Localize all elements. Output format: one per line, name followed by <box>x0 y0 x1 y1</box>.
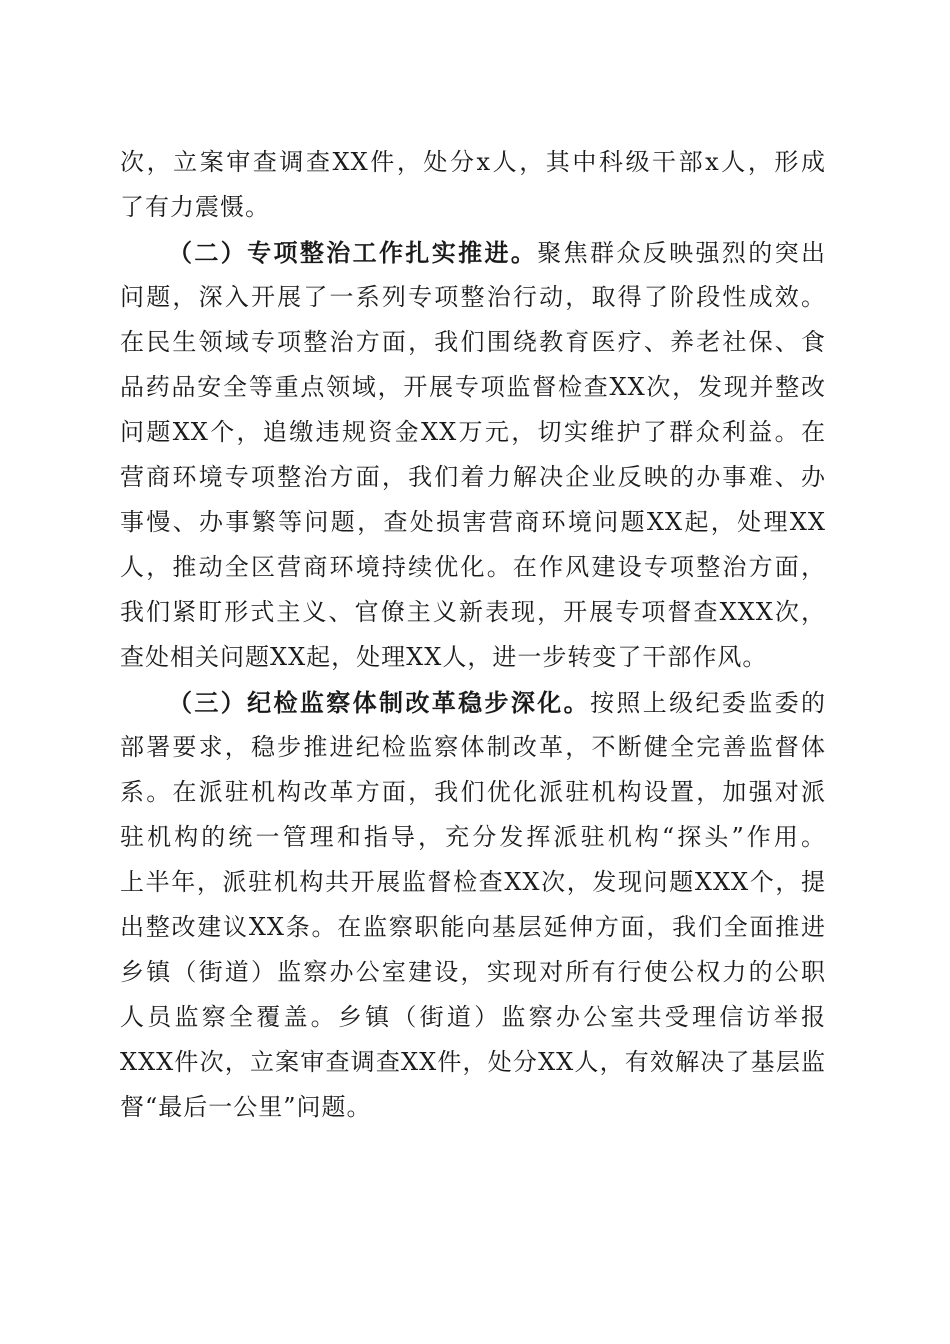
text-run: 聚焦群众反映强烈的突出 <box>537 239 826 267</box>
text-line: 营商环境专项整治方面，我们着力解决企业反映的办事难、办 <box>120 463 826 491</box>
text-line: 系。在派驻机构改革方面，我们优化派驻机构设置，加强对派 <box>120 778 826 806</box>
text-line: 我们紧盯形式主义、官僚主义新表现，开展专项督查XXX次， <box>120 598 826 626</box>
text-line: 督“最后一公里”问题。 <box>120 1093 372 1121</box>
section-heading-3: （三）纪检监察体制改革稳步深化。 <box>168 688 590 717</box>
text-line: 品药品安全等重点领域，开展专项监督检查XX次，发现并整改 <box>120 373 826 401</box>
text-line: 驻机构的统一管理和指导，充分发挥派驻机构“探头”作用。 <box>120 823 826 851</box>
text-line: 问题，深入开展了一系列专项整治行动，取得了阶段性成效。 <box>120 283 826 311</box>
text-line: 上半年，派驻机构共开展监督检查XX次，发现问题XXX个，提 <box>120 868 826 896</box>
text-line: XXX件次，立案审查调查XX件，处分XX人，有效解决了基层监 <box>120 1048 826 1076</box>
text-line: 次，立案审查调查XX件，处分x人，其中科级干部x人，形成 <box>120 148 826 176</box>
text-line: 乡镇（街道）监察办公室建设，实现对所有行使公权力的公职 <box>120 958 826 986</box>
paragraph-3 <box>120 680 826 1130</box>
text-line <box>120 680 826 725</box>
text-line: 查处相关问题XX起，处理XX人，进一步转变了干部作风。 <box>120 643 768 671</box>
section-heading-2: （二）专项整治工作扎实推进。 <box>168 238 538 267</box>
paragraph-1 <box>120 140 826 230</box>
text-line: 出整改建议XX条。在监察职能向基层延伸方面，我们全面推进 <box>120 913 826 941</box>
text-line: 事慢、办事繁等问题，查处损害营商环境问题XX起，处理XX <box>120 508 826 536</box>
text-line: 问题XX个，追缴违规资金XX万元，切实维护了群众利益。在 <box>120 418 826 446</box>
text-line <box>120 230 826 275</box>
text-line: 人，推动全区营商环境持续优化。在作风建设专项整治方面， <box>120 553 826 581</box>
text-run: 按照上级纪委监委的 <box>590 689 826 717</box>
paragraph-2 <box>120 230 826 680</box>
text-line: 部署要求，稳步推进纪检监察体制改革，不断健全完善监督体 <box>120 733 826 761</box>
document-body <box>120 140 826 1130</box>
text-line: 在民生领域专项整治方面，我们围绕教育医疗、养老社保、食 <box>120 328 826 356</box>
text-line: 人员监察全覆盖。乡镇（街道）监察办公室共受理信访举报 <box>120 1003 826 1031</box>
text-line: 了有力震慑。 <box>120 193 270 221</box>
